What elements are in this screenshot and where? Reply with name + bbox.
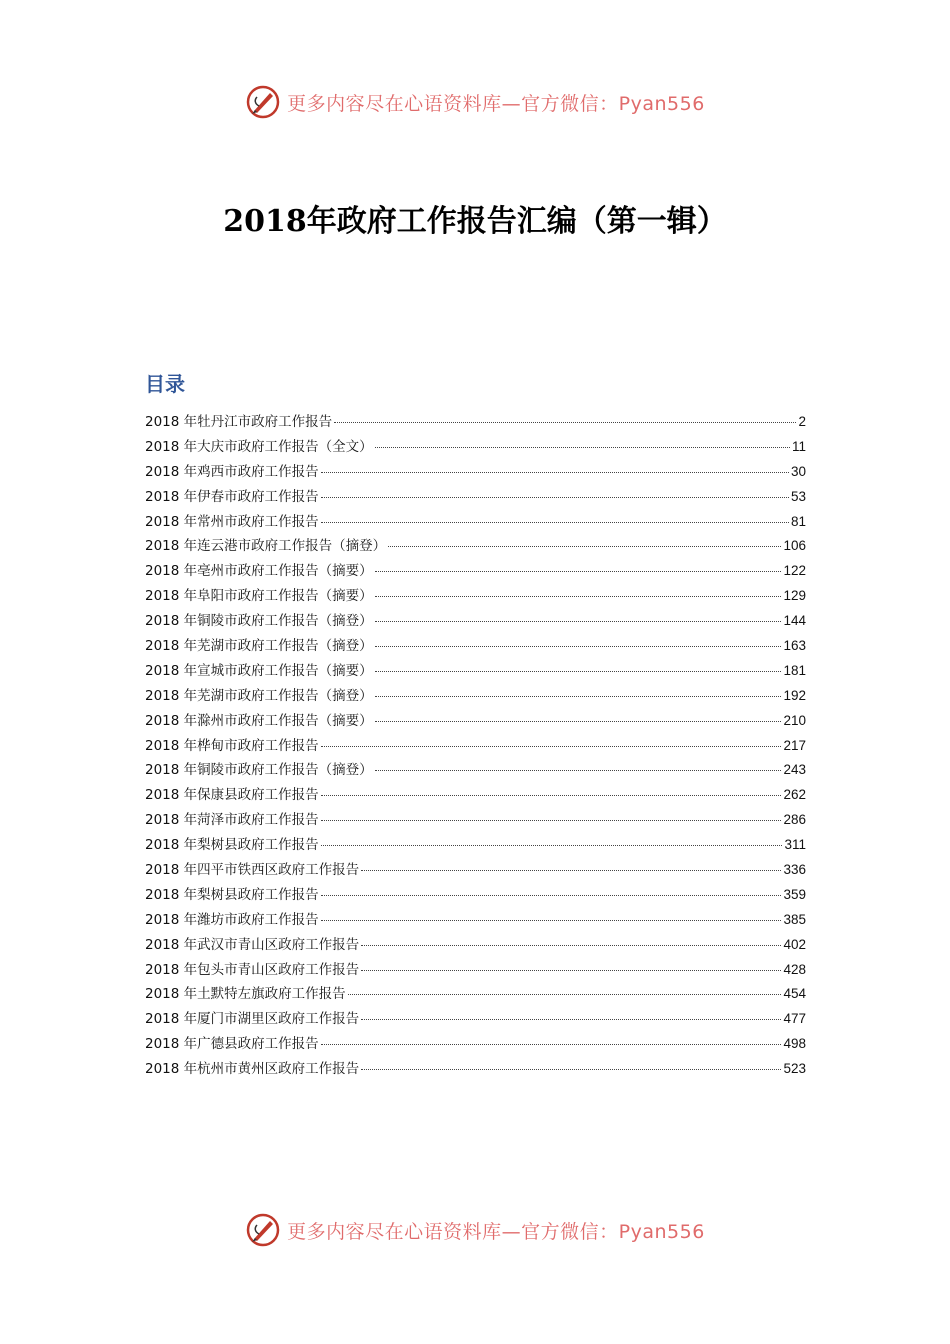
toc-entry[interactable] (145, 410, 806, 435)
toc-entry-label: 2018 年鸡西市政府工作报告 (145, 463, 319, 480)
toc-entry-page: 359 (783, 886, 806, 902)
toc-dot-leader (321, 1044, 782, 1045)
toc-entry-page: 122 (783, 563, 806, 579)
toc-entry-page: 311 (784, 837, 806, 853)
toc-entry-label: 2018 年常州市政府工作报告 (145, 513, 319, 530)
toc-dot-leader (375, 721, 782, 722)
toc-entry[interactable] (145, 758, 806, 783)
toc-entry[interactable] (145, 510, 806, 535)
toc-entry-page: 243 (783, 762, 806, 778)
toc-entry[interactable] (145, 933, 806, 958)
toc-dot-leader (321, 920, 782, 921)
toc-entry[interactable] (145, 460, 806, 485)
toc-entry-label: 2018 年潍坊市政府工作报告 (145, 911, 319, 928)
toc-dot-leader (321, 845, 783, 846)
table-of-contents (145, 410, 806, 1082)
toc-dot-leader (361, 1069, 781, 1070)
toc-entry[interactable] (145, 734, 806, 759)
toc-entry-page: 210 (783, 712, 806, 728)
toc-entry[interactable] (145, 534, 806, 559)
toc-entry[interactable] (145, 783, 806, 808)
toc-dot-leader (375, 646, 782, 647)
toc-entry-label: 2018 年土默特左旗政府工作报告 (145, 986, 346, 1003)
toc-entry-page: 402 (783, 936, 806, 952)
toc-dot-leader (388, 546, 781, 547)
toc-entry-page: 129 (783, 588, 806, 604)
toc-entry-page: 2 (798, 414, 806, 429)
toc-dot-leader (375, 696, 782, 697)
toc-entry-label: 2018 年宣城市政府工作报告（摘要） (145, 662, 373, 679)
toc-entry-page: 30 (790, 463, 806, 479)
toc-entry[interactable] (145, 858, 806, 883)
toc-dot-leader (361, 1019, 781, 1020)
toc-entry-page: 286 (783, 812, 806, 828)
toc-heading: 目录 (145, 372, 185, 396)
toc-dot-leader (361, 870, 781, 871)
toc-entry-page: 498 (783, 1036, 806, 1052)
quill-pen-logo-icon (245, 1212, 281, 1248)
toc-entry[interactable] (145, 435, 806, 460)
toc-entry-label: 2018 年伊春市政府工作报告 (145, 488, 319, 505)
toc-entry-page: 217 (783, 737, 806, 753)
toc-dot-leader (375, 621, 782, 622)
toc-entry[interactable] (145, 684, 806, 709)
toc-dot-leader (361, 945, 781, 946)
toc-entry[interactable] (145, 709, 806, 734)
toc-dot-leader (375, 571, 782, 572)
toc-entry[interactable] (145, 485, 806, 510)
toc-entry[interactable] (145, 883, 806, 908)
toc-entry[interactable] (145, 1032, 806, 1057)
toc-entry-label: 2018 年大庆市政府工作报告（全文） (145, 438, 373, 455)
toc-entry-label: 2018 年菏泽市政府工作报告 (145, 812, 319, 829)
toc-entry-label: 2018 年广德县政府工作报告 (145, 1036, 319, 1053)
toc-entry-page: 106 (783, 538, 806, 554)
toc-entry[interactable] (145, 808, 806, 833)
toc-dot-leader (348, 994, 782, 995)
toc-entry-page: 385 (783, 911, 806, 927)
toc-dot-leader (334, 422, 796, 423)
toc-dot-leader (321, 522, 789, 523)
toc-entry[interactable] (145, 982, 806, 1007)
document-title: 2018年政府工作报告汇编（第一辑） (223, 204, 727, 239)
toc-entry-page: 163 (783, 638, 806, 654)
toc-entry-page: 11 (791, 438, 806, 454)
toc-dot-leader (321, 472, 789, 473)
banner-text: 更多内容尽在心语资料库—官方微信：Pyan556 (287, 1220, 705, 1243)
toc-entry-label: 2018 年杭州市黄州区政府工作报告 (145, 1061, 360, 1078)
toc-entry[interactable] (145, 559, 806, 584)
toc-entry-label: 2018 年梨树县政府工作报告 (145, 886, 319, 903)
toc-entry-label: 2018 年亳州市政府工作报告（摘要） (145, 563, 373, 580)
toc-entry-label: 2018 年包头市青山区政府工作报告 (145, 961, 360, 978)
toc-entry[interactable] (145, 634, 806, 659)
toc-entry-label: 2018 年铜陵市政府工作报告（摘登） (145, 762, 373, 779)
quill-pen-logo-icon (245, 84, 281, 120)
toc-entry-page: 428 (783, 961, 806, 977)
toc-entry-label: 2018 年滁州市政府工作报告（摘要） (145, 712, 373, 729)
toc-entry-label: 2018 年铜陵市政府工作报告（摘登） (145, 613, 373, 630)
toc-dot-leader (375, 671, 782, 672)
toc-entry-page: 336 (783, 862, 806, 878)
toc-entry-page: 144 (783, 613, 806, 629)
toc-entry[interactable] (145, 584, 806, 609)
toc-entry-label: 2018 年芜湖市政府工作报告（摘登） (145, 638, 373, 655)
toc-dot-leader (321, 820, 782, 821)
toc-entry-page: 53 (790, 488, 806, 504)
footer-banner (0, 1210, 950, 1250)
toc-entry-label: 2018 年厦门市湖里区政府工作报告 (145, 1011, 360, 1028)
toc-entry-page: 523 (783, 1061, 806, 1077)
toc-dot-leader (375, 447, 790, 448)
banner-text: 更多内容尽在心语资料库—官方微信：Pyan556 (287, 92, 705, 115)
toc-entry-page: 454 (783, 986, 806, 1002)
toc-entry-label: 2018 年阜阳市政府工作报告（摘要） (145, 588, 373, 605)
toc-entry-page: 262 (783, 787, 806, 803)
toc-dot-leader (321, 746, 782, 747)
toc-entry-page: 81 (790, 513, 806, 529)
toc-entry-page: 192 (783, 687, 806, 703)
toc-dot-leader (375, 770, 782, 771)
toc-entry-label: 2018 年梨树县政府工作报告 (145, 837, 319, 854)
toc-dot-leader (321, 795, 782, 796)
toc-entry[interactable] (145, 958, 806, 983)
toc-entry-label: 2018 年保康县政府工作报告 (145, 787, 319, 804)
toc-dot-leader (375, 596, 782, 597)
toc-entry-label: 2018 年四平市铁西区政府工作报告 (145, 862, 360, 879)
toc-entry-label: 2018 年武汉市青山区政府工作报告 (145, 936, 360, 953)
toc-entry-label: 2018 年桦甸市政府工作报告 (145, 737, 319, 754)
toc-entry[interactable] (145, 1057, 806, 1082)
toc-dot-leader (321, 895, 782, 896)
toc-entry[interactable] (145, 659, 806, 684)
header-banner (0, 82, 950, 122)
toc-entry-page: 181 (783, 662, 806, 678)
toc-dot-leader (321, 497, 789, 498)
toc-entry[interactable] (145, 833, 806, 858)
toc-dot-leader (361, 970, 781, 971)
toc-entry[interactable] (145, 1007, 806, 1032)
toc-entry-label: 2018 年芜湖市政府工作报告（摘登） (145, 687, 373, 704)
toc-entry[interactable] (145, 609, 806, 634)
toc-entry-label: 2018 年牡丹江市政府工作报告 (145, 414, 333, 430)
toc-entry-page: 477 (783, 1011, 806, 1027)
toc-entry-label: 2018 年连云港市政府工作报告（摘登） (145, 538, 387, 555)
toc-entry[interactable] (145, 908, 806, 933)
